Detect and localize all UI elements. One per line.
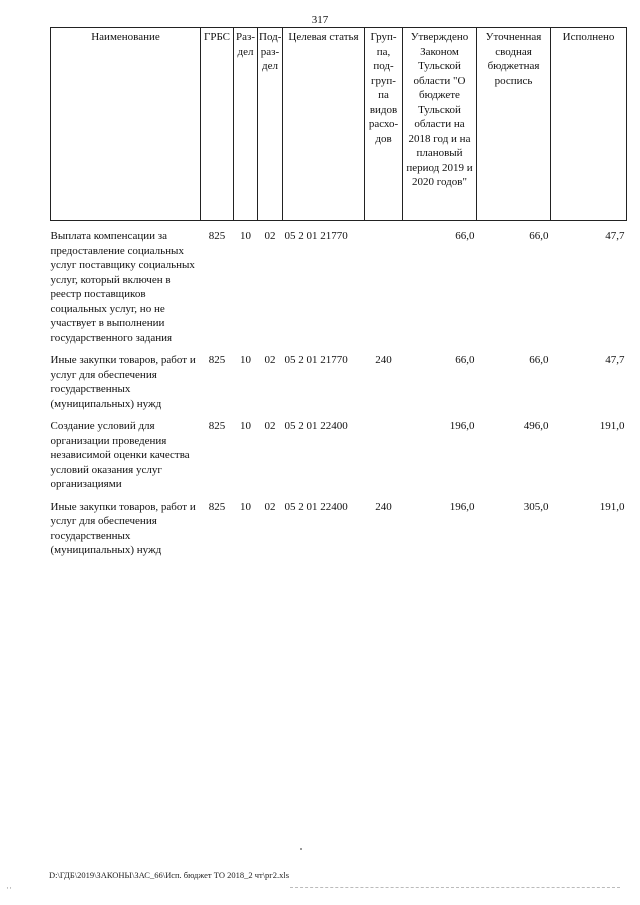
row-target-article: 05 2 01 22400: [284, 420, 348, 432]
header-target-article: Целевая статья: [283, 28, 365, 221]
page-number: 317: [311, 14, 329, 26]
row-expense-group: [365, 419, 403, 492]
header-name: Наименование: [51, 28, 201, 221]
footer-left-mark: ··: [6, 883, 12, 893]
header-executed: Исполнено: [551, 28, 627, 221]
row-approved: 66,0: [455, 230, 475, 242]
table-row: [51, 229, 627, 345]
scan-dot: [300, 848, 302, 850]
row-podrazdel: 02: [264, 500, 276, 513]
budget-execution-table: [50, 27, 627, 558]
row-grbs: 825: [208, 354, 226, 366]
row-name: Иные закупки товаров, работ и услуг для обеспечения государственных (муниципальных) нужд: [50, 354, 196, 410]
header-expense-group: Груп-па, под-груп-па видов расхо-дов: [365, 28, 403, 221]
row-executed: 47,7: [605, 230, 625, 242]
row-podrazdel: 02: [264, 230, 276, 242]
row-podrazdel: 02: [264, 354, 276, 366]
row-approved: 196,0: [449, 500, 475, 513]
footer-divider: [290, 887, 620, 888]
row-razdel: 10: [240, 420, 251, 432]
row-razdel: 10: [240, 230, 251, 242]
row-grbs: 825: [208, 420, 226, 432]
table-row: [51, 419, 627, 492]
row-name: Создание условий для организации проведения независимой оценки качества условий оказания услуг организациями: [50, 420, 190, 490]
row-podrazdel: 02: [264, 420, 276, 432]
row-name: Выплата компенсации за предоставление социальных услуг поставщику социальных услуг, который включен в реестр поставщиков социальных услуг, но не участвует в выполнении государственного задания: [50, 230, 195, 344]
row-executed: 191,0: [599, 420, 625, 432]
row-refined: 66,0: [529, 230, 549, 242]
row-refined: 496,0: [523, 420, 549, 432]
row-refined: 66,0: [529, 354, 549, 366]
row-expense-group: [365, 229, 403, 345]
row-name: Иные закупки товаров, работ и услуг для обеспечения государственных (муниципальных) нужд: [50, 500, 196, 556]
row-target-article: 05 2 01 21770: [284, 354, 348, 366]
table-row: [51, 353, 627, 411]
row-approved: 196,0: [449, 420, 475, 432]
header-razdel: Раз-дел: [234, 28, 258, 221]
row-expense-group: 240: [375, 500, 392, 513]
header-podrazdel: Под-раз-дел: [258, 28, 283, 221]
header-refined-budget: Уточненная сводная бюджетная роспись: [477, 28, 551, 221]
row-executed: 191,0: [599, 500, 625, 513]
row-grbs: 825: [208, 500, 226, 513]
row-razdel: 10: [240, 500, 251, 513]
row-target-article: 05 2 01 22400: [284, 500, 348, 513]
row-target-article: 05 2 01 21770: [284, 230, 348, 242]
row-grbs: 825: [208, 230, 226, 242]
row-refined: 305,0: [523, 500, 549, 513]
row-expense-group: 240: [375, 354, 392, 366]
row-executed: 47,7: [605, 354, 625, 366]
row-approved: 66,0: [455, 354, 475, 366]
row-razdel: 10: [240, 354, 251, 366]
header-approved-by-law: Утверждено Законом Тульской области "О бюджете Тульской области на 2018 год и на плановый период 2019 и 2020 годов": [403, 28, 477, 221]
header-grbs: ГРБС: [201, 28, 234, 221]
table-row: [51, 500, 627, 558]
footer-file-path: D:\ГДБ\2019\ЗАКОНЫ\ЗАС_66\Исп. бюджет ТО 2018_2 чт\рг2.xls: [49, 870, 290, 880]
table-header-row: [51, 28, 627, 221]
